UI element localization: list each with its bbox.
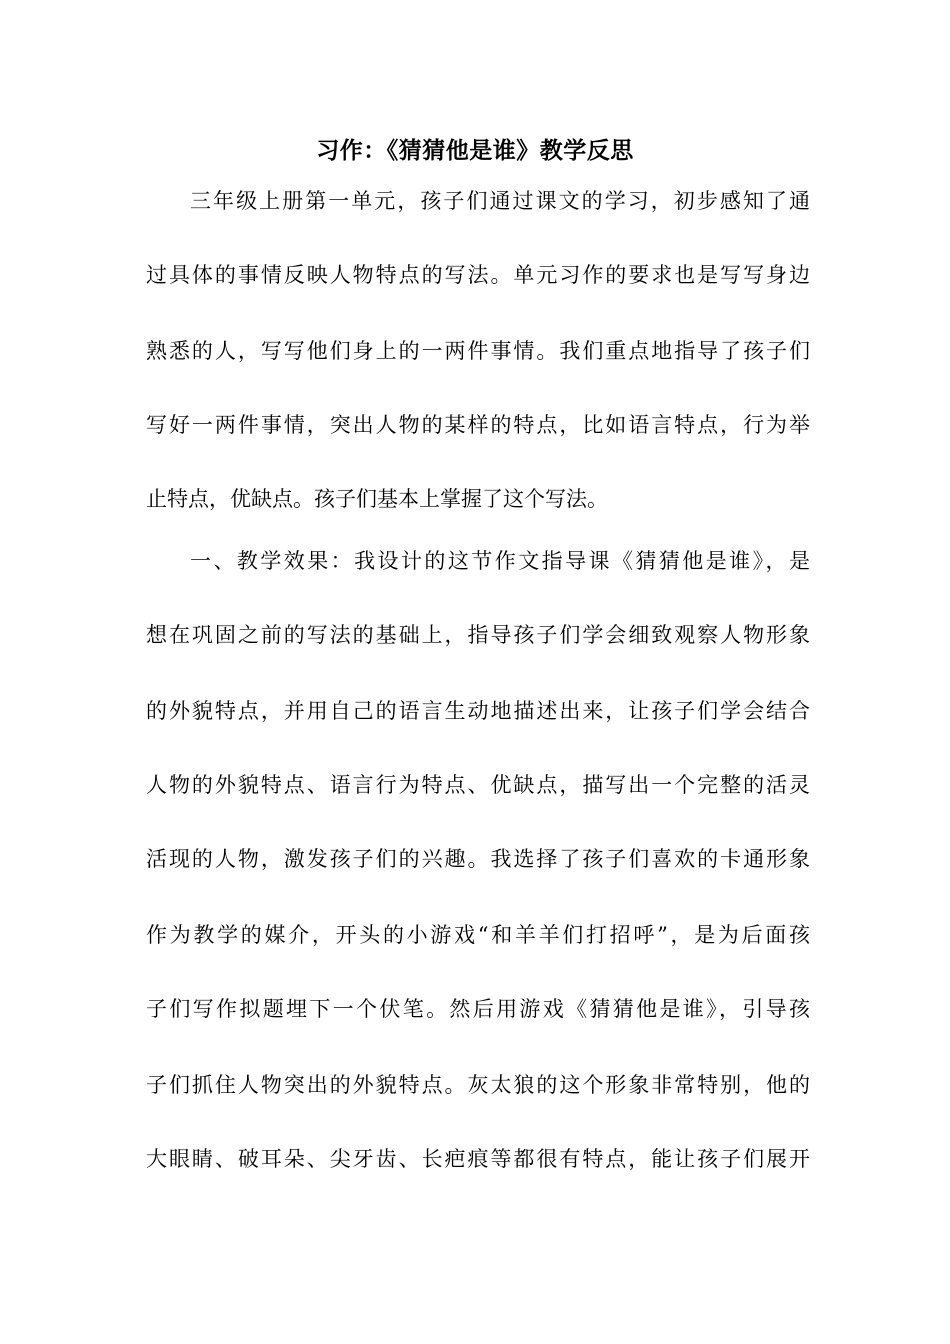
paragraph-2-line-5: 活现的人物，激发孩子们的兴趣。我选择了孩子们喜欢的卡通形象	[146, 847, 810, 871]
paragraph-2-line-7: 子们写作拟题埋下一个伏笔。然后用游戏《猜猜他是谁》，引导孩	[146, 997, 810, 1021]
paragraph-2-line-1: 一、教学效果：我设计的这节作文指导课《猜猜他是谁》，是	[190, 549, 810, 573]
paragraph-1-line-2: 过具体的事情反映人物特点的写法。单元习作的要求也是写写身边	[146, 263, 810, 287]
paragraph-2-line-9: 大眼睛、破耳朵、尖牙齿、长疤痕等都很有特点，能让孩子们展开	[146, 1147, 810, 1171]
paragraph-1-line-5: 止特点，优缺点。孩子们基本上掌握了这个写法。	[146, 487, 608, 511]
paragraph-2-line-4: 人物的外貌特点、语言行为特点、优缺点，描写出一个完整的活灵	[146, 773, 810, 797]
paragraph-2-line-8: 子们抓住人物突出的外貌特点。灰太狼的这个形象非常特别，他的	[146, 1073, 810, 1097]
document-title: 习作：《猜猜他是谁》教学反思	[316, 137, 634, 164]
paragraph-1-line-4: 写好一两件事情，突出人物的某样的特点，比如语言特点，行为举	[146, 413, 810, 437]
paragraph-2-line-6: 作为教学的媒介，开头的小游戏“和羊羊们打招呼”，是为后面孩	[146, 923, 810, 947]
paragraph-1-line-1: 三年级上册第一单元，孩子们通过课文的学习，初步感知了通	[190, 189, 810, 213]
paragraph-1-line-3: 熟悉的人，写写他们身上的一两件事情。我们重点地指导了孩子们	[146, 339, 810, 363]
paragraph-2-line-2: 想在巩固之前的写法的基础上，指导孩子们学会细致观察人物形象	[146, 623, 810, 647]
paragraph-2-line-3: 的外貌特点，并用自己的语言生动地描述出来，让孩子们学会结合	[146, 699, 810, 723]
